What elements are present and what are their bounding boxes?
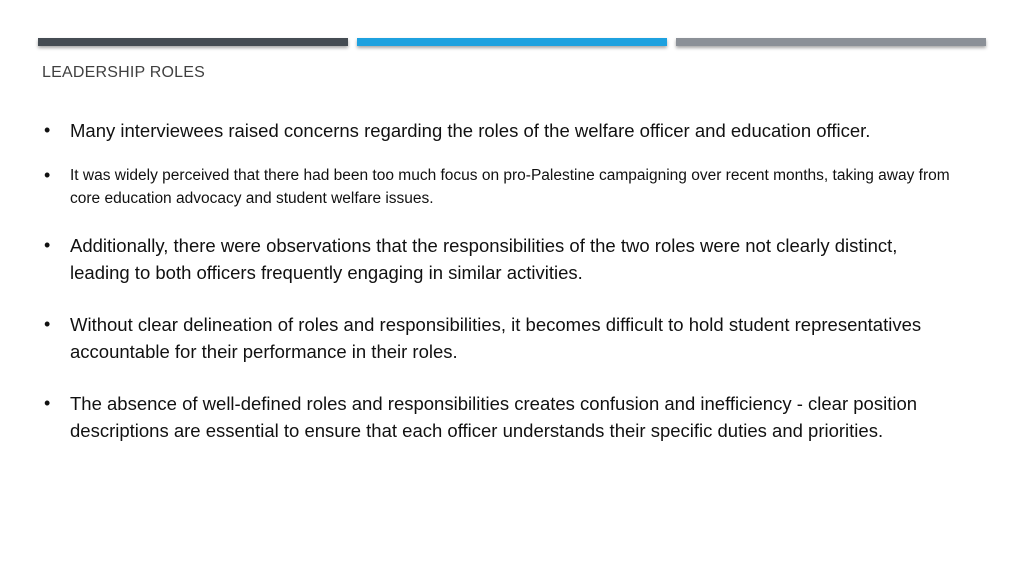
bullet-dot: • xyxy=(44,120,51,140)
bullet-item xyxy=(42,311,952,365)
bullet-dot: • xyxy=(44,393,51,413)
bullet-list xyxy=(42,117,952,444)
bullet-item xyxy=(42,164,952,210)
bullet-text: Many interviewees raised concerns regarding the roles of the welfare officer and education officer. xyxy=(70,120,871,141)
bullet-item xyxy=(42,232,952,286)
bullet-item xyxy=(42,117,952,144)
bullet-text: It was widely perceived that there had been too much focus on pro-Palestine campaigning over recent months, taking away from core education advocacy and student welfare issues. xyxy=(70,167,950,207)
accent-bar-blue xyxy=(357,38,667,46)
slide-title: LEADERSHIP ROLES xyxy=(42,64,205,81)
bullet-dot: • xyxy=(44,314,51,334)
bullet-text: Additionally, there were observations that the responsibilities of the two roles were not clearly distinct, leading to both officers frequently engaging in similar activities. xyxy=(70,235,898,283)
accent-bar-dark xyxy=(38,38,348,46)
bullet-item xyxy=(42,390,952,444)
bullet-dot: • xyxy=(44,165,51,185)
bullet-text: Without clear delineation of roles and responsibilities, it becomes difficult to hold student representatives accountable for their performance in their roles. xyxy=(70,314,922,362)
accent-bar-gray xyxy=(676,38,986,46)
bullet-text: The absence of well-defined roles and responsibilities creates confusion and inefficiency - clear position descriptions are essential to ensure that each officer understands their specific duties and priorities. xyxy=(70,393,918,441)
bullet-dot: • xyxy=(44,235,51,255)
